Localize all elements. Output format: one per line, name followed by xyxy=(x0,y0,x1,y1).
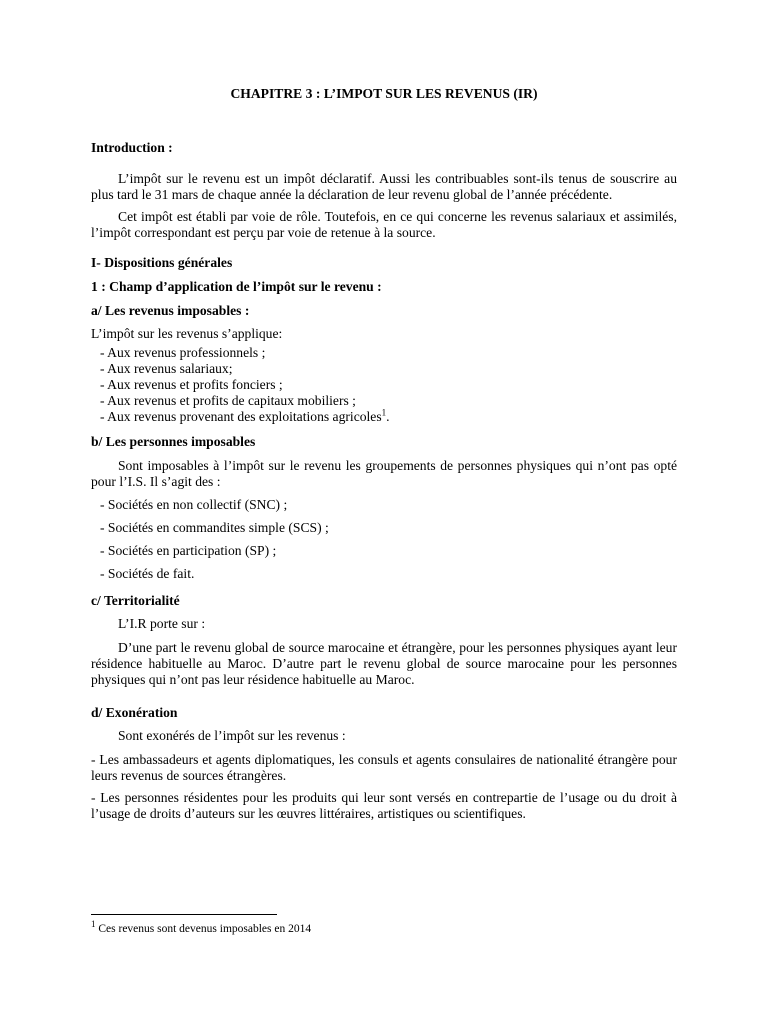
section-heading-dispositions: I- Dispositions générales xyxy=(91,255,233,270)
list-item xyxy=(91,409,677,425)
page-content xyxy=(91,86,677,822)
footnote-ref: 1 xyxy=(381,407,387,418)
intro-paragraph-1: L’impôt sur le revenu est un impôt déclaratif. Aussi les contribuables sont-ils tenus de souscrire au plus tard le 31 mars de chaque année la déclaration de leur revenu global de l’année précédente. xyxy=(91,171,677,202)
revenus-list xyxy=(91,345,677,425)
list-item: - Aux revenus et profits de capitaux mobiliers ; xyxy=(100,393,356,408)
list-item: - Sociétés en commandites simple (SCS) ; xyxy=(100,520,329,535)
list-item-suffix: . xyxy=(386,409,390,424)
list-item: - Sociétés de fait. xyxy=(100,566,195,581)
territorialite-lead: L’I.R porte sur : xyxy=(118,616,206,631)
footnote-separator xyxy=(91,914,277,915)
intro-heading: Introduction : xyxy=(91,140,173,155)
list-item: - Sociétés en participation (SP) ; xyxy=(100,543,277,558)
heading-personnes-imposables: b/ Les personnes imposables xyxy=(91,434,256,449)
heading-revenus-imposables: a/ Les revenus imposables : xyxy=(91,303,250,318)
list-item: - Aux revenus professionnels ; xyxy=(100,345,266,360)
footnote-text: Ces revenus sont devenus imposables en 2014 xyxy=(98,923,312,935)
revenus-lead: L’impôt sur les revenus s’applique: xyxy=(91,326,283,341)
personnes-paragraph: Sont imposables à l’impôt sur le revenu les groupements de personnes physiques qui n’ont pas opté pour l’I.S. Il s’agit des : xyxy=(91,458,677,489)
subsection-heading-champ: 1 : Champ d’application de l’impôt sur le revenu : xyxy=(91,279,382,294)
chapter-title: CHAPITRE 3 : L’IMPOT SUR LES REVENUS (IR) xyxy=(230,86,538,101)
footnote xyxy=(91,919,312,936)
territorialite-paragraph: D’une part le revenu global de source marocaine et étrangère, pour les personnes physiques ayant leur résidence habituelle au Maroc. D’autre part le revenu global de source marocaine pour les personnes physiques qui n’ont pas leur résidence habituelle au Maroc. xyxy=(91,640,677,687)
list-item: - Aux revenus et profits fonciers ; xyxy=(100,377,283,392)
heading-exoneration: d/ Exonération xyxy=(91,705,178,720)
exoneration-lead: Sont exonérés de l’impôt sur les revenus : xyxy=(118,728,346,743)
societes-list xyxy=(91,497,677,582)
heading-territorialite: c/ Territorialité xyxy=(91,593,180,608)
list-item: - Sociétés en non collectif (SNC) ; xyxy=(100,497,288,512)
list-item-text: - Aux revenus provenant des exploitations agricoles xyxy=(100,409,382,424)
list-item: - Aux revenus salariaux; xyxy=(100,361,233,376)
exoneration-paragraph-2: - Les personnes résidentes pour les produits qui leur sont versés en contrepartie de l’usage ou du droit à l’usage de droits d’auteurs sur les œuvres littéraires, artistiques ou scientifiques. xyxy=(91,790,677,821)
footnote-number: 1 xyxy=(91,919,96,930)
exoneration-paragraph-1: - Les ambassadeurs et agents diplomatiques, les consuls et agents consulaires de nationalité étrangère pour leurs revenus de sources étrangères. xyxy=(91,752,677,783)
intro-paragraph-2: Cet impôt est établi par voie de rôle. Toutefois, en ce qui concerne les revenus salariaux et assimilés, l’impôt correspondant est perçu par voie de retenue à la source. xyxy=(91,209,677,240)
